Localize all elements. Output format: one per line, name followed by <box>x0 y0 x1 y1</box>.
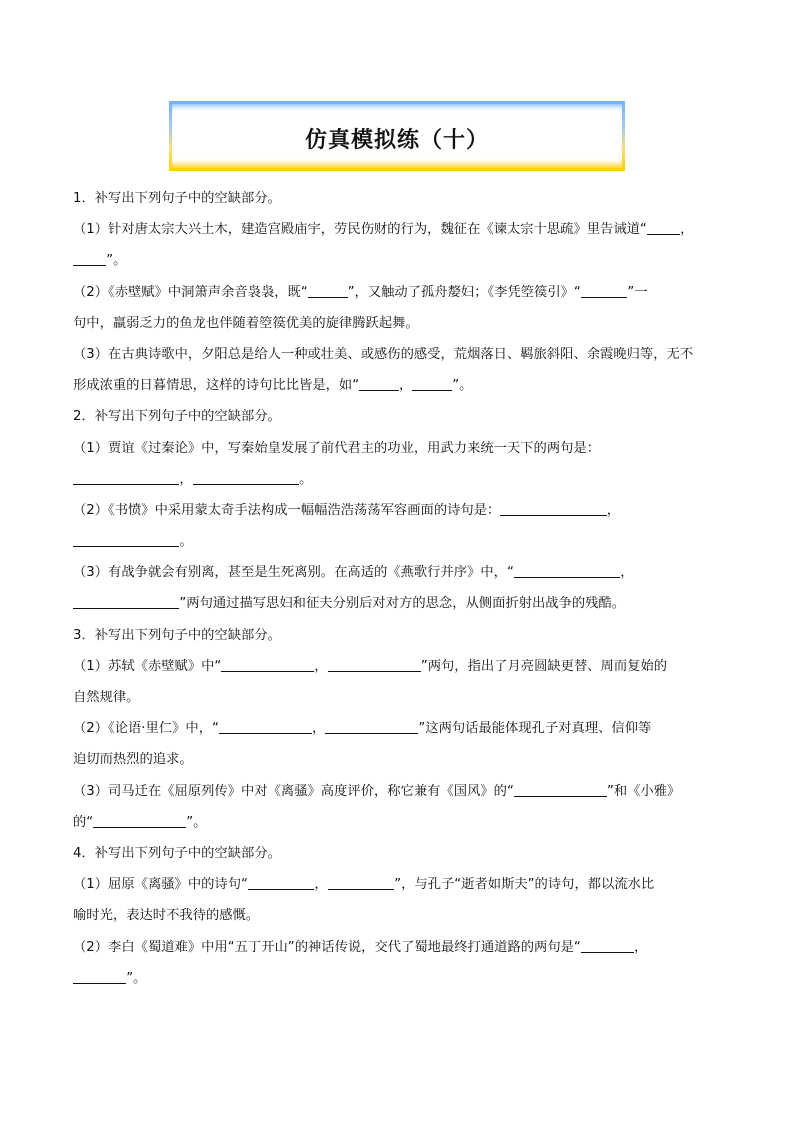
answer-blank[interactable] <box>514 783 607 797</box>
title-banner <box>169 101 625 171</box>
answer-blank[interactable] <box>219 721 312 735</box>
text-line: 形成浓重的日暮情思，这样的诗句比比皆是，如“ ， ”。 <box>73 378 473 394</box>
text-line: ”。 <box>73 245 724 276</box>
text-line: ， 。 <box>73 464 724 495</box>
text-line: 自然规律。 <box>73 690 140 705</box>
answer-blank[interactable] <box>412 378 452 392</box>
text-line: 3．补写出下列句子中的空缺部分。 <box>73 627 281 643</box>
page-title: 仿真模拟练（十） <box>304 128 489 153</box>
text-line: 1．补写出下列句子中的空缺部分。 <box>73 191 281 206</box>
answer-blank[interactable] <box>73 471 179 485</box>
answer-blank[interactable] <box>73 533 179 547</box>
text-line: （1）贾谊《过秦论》中，写秦始皇发展了前代君主的功业，用武力来统一天下的两句是： <box>73 440 601 456</box>
answer-blank[interactable] <box>325 721 418 735</box>
answer-blank[interactable] <box>73 253 106 267</box>
text-line: 迫切而热烈的追求。 <box>73 752 193 768</box>
answer-blank[interactable] <box>581 939 634 953</box>
answer-blank[interactable] <box>328 658 421 672</box>
text-line: （1）针对唐太宗大兴土木，建造宫殿庙宇，劳民伤财的行为，魏征在《谏太宗十思疏》里告诫道“ ， <box>73 222 694 238</box>
exercise-content <box>73 183 724 994</box>
answer-blank[interactable] <box>93 814 186 828</box>
answer-blank[interactable] <box>359 378 399 392</box>
answer-blank[interactable] <box>647 222 680 236</box>
answer-blank[interactable] <box>248 877 315 891</box>
text-line: （3）司马迁在《屈原列传》中对《离骚》高度评价，称它兼有《国风》的“ ”和《小雅》 <box>73 783 681 799</box>
answer-blank[interactable] <box>73 970 126 984</box>
text-line: （3）在古典诗歌中，夕阳总是给人一种或壮美、或感伤的感受，荒烟落日、羁旅斜阳、余霞晚归等，无不 <box>73 346 694 362</box>
answer-blank[interactable] <box>193 471 299 485</box>
text-line: ”两句通过描写思妇和征夫分别后对对方的思念，从侧面折射出战争的残酷。 <box>73 588 724 619</box>
answer-blank[interactable] <box>73 596 179 610</box>
answer-blank[interactable] <box>500 502 606 516</box>
answer-blank[interactable] <box>581 284 628 298</box>
answer-blank[interactable] <box>328 877 395 891</box>
text-line: （3）有战争就会有别离，甚至是生死离别。在高适的《燕歌行并序》中，“ ， <box>73 565 634 581</box>
answer-blank[interactable] <box>514 565 620 579</box>
text-line: ”。 <box>73 963 724 994</box>
text-line: （2）李白《蜀道难》中用“五丁开山”的神话传说，交代了蜀地最终打通道路的两句是“ ， <box>73 939 648 955</box>
answer-blank[interactable] <box>308 284 348 298</box>
text-line: 2．补写出下列句子中的空缺部分。 <box>73 409 281 425</box>
text-line: 喻时光，表达时不我待的感慨。 <box>73 908 260 924</box>
text-line: 4．补写出下列句子中的空缺部分。 <box>73 845 281 861</box>
text-line: 。 <box>73 526 724 557</box>
text-line: （1）屈原《离骚》中的诗句“ ， ”，与孔子“逝者如斯夫”的诗句，都以流水比 <box>73 877 655 893</box>
answer-blank[interactable] <box>221 658 314 672</box>
text-line: 的“ ”。 <box>73 814 207 830</box>
text-line: （2）《书愤》中采用蒙太奇手法构成一幅幅浩浩荡荡军容画面的诗句是： ， <box>73 502 620 518</box>
text-line: （1）苏轼《赤壁赋》中“ ， ”两句，指出了月亮圆缺更替、周而复始的 <box>73 658 668 674</box>
text-line: 句中，羸弱乏力的鱼龙也伴随着箜篌优美的旋律腾跃起舞。 <box>73 315 419 331</box>
text-line: （2）《论语·里仁》中，“ ， ”这两句话最能体现孔子对真理、信仰等 <box>73 721 652 737</box>
text-line: （2）《赤壁赋》中洞箫声余音袅袅，既“ ”，又触动了孤舟嫠妇；《李凭箜篌引》“ ”一 <box>73 284 648 300</box>
